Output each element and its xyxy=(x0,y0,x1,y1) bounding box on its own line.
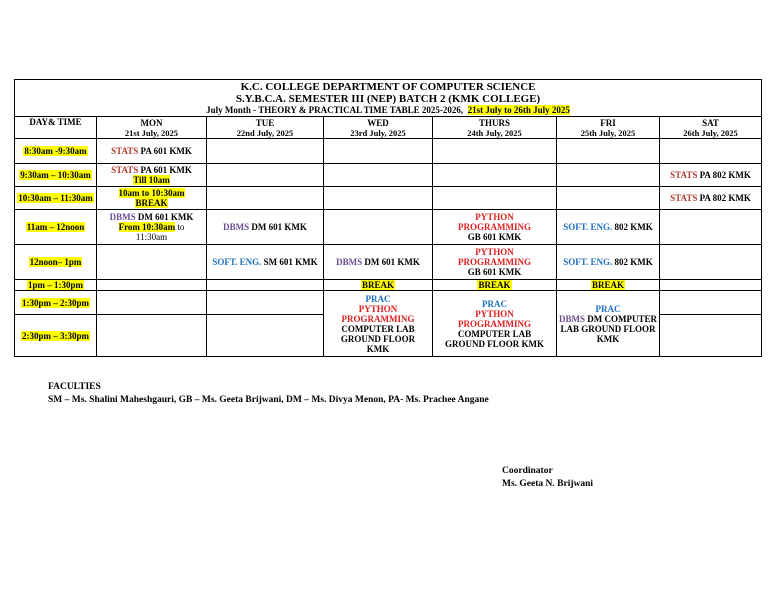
class-cell: SOFT. ENG. 802 KMK xyxy=(557,245,660,280)
break-cell: 10am to 10:30am BREAK xyxy=(97,187,207,210)
lab-cell: PRAC PYTHON PROGRAMMING COMPUTER LAB GROUND FLOOR KMK xyxy=(433,291,557,357)
day-header-fri: FRI 25th July, 2025 xyxy=(557,117,660,139)
coordinator-title: Coordinator xyxy=(502,466,553,476)
table-row xyxy=(15,187,762,210)
break-cell: BREAK xyxy=(557,280,660,291)
day-header-sat: SAT 26th July, 2025 xyxy=(660,117,762,139)
batch-title: S.Y.B.C.A. SEMESTER III (NEP) BATCH 2 (KMK COLLEGE) xyxy=(235,93,541,105)
day-header-tue: TUE 22nd July, 2025 xyxy=(207,117,324,139)
time-cell: 1pm – 1:30pm xyxy=(15,280,97,291)
break-cell: BREAK xyxy=(433,280,557,291)
time-cell: 10:30am – 11:30am xyxy=(15,187,97,210)
faculties-title: FACULTIES xyxy=(48,382,101,392)
timetable-subtitle: July Month - THEORY & PRACTICAL TIME TABLE 2025-2026, 21st July to 26th July 2025 xyxy=(206,105,570,115)
day-header-mon: MON 21st July, 2025 xyxy=(97,117,207,139)
table-row xyxy=(15,280,762,291)
table-row xyxy=(15,210,762,245)
class-cell: STATS PA 802 KMK xyxy=(660,187,762,210)
class-cell: STATS PA 802 KMK xyxy=(660,164,762,187)
day-header-thurs: THURS 24th July, 2025 xyxy=(433,117,557,139)
class-cell: DBMS DM 601 KMK xyxy=(324,245,433,280)
time-cell: 12noon– 1pm xyxy=(15,245,97,280)
timetable-sheet xyxy=(14,79,761,357)
table-row xyxy=(15,245,762,280)
table-row xyxy=(15,139,762,164)
break-cell: BREAK xyxy=(324,280,433,291)
class-cell: DBMS DM 601 KMK From 10:30am to 11:30am xyxy=(97,210,207,245)
college-title: K.C. COLLEGE DEPARTMENT OF COMPUTER SCIENCE xyxy=(240,81,536,93)
time-cell: 2:30pm – 3:30pm xyxy=(15,315,97,357)
faculties-list: SM – Ms. Shalini Maheshgauri, GB – Ms. Geeta Brijwani, DM – Ms. Divya Menon, PA- Ms. Prachee Angane xyxy=(48,395,489,405)
time-cell: 1:30pm – 2:30pm xyxy=(15,291,97,315)
lab-cell: PRAC DBMS DM COMPUTER LAB GROUND FLOOR KMK xyxy=(557,291,660,357)
timetable xyxy=(14,79,762,357)
class-cell: STATS PA 601 KMK xyxy=(97,139,207,164)
class-cell: DBMS DM 601 KMK xyxy=(207,210,324,245)
class-cell: PYTHON PROGRAMMING GB 601 KMK xyxy=(433,210,557,245)
date-range: 21st July to 26th July 2025 xyxy=(467,105,570,115)
coordinator-name: Ms. Geeta N. Brijwani xyxy=(502,479,594,489)
time-cell: 11am – 12noon xyxy=(15,210,97,245)
time-cell: 9:30am – 10:30am xyxy=(15,164,97,187)
class-cell: SOFT. ENG. SM 601 KMK xyxy=(207,245,324,280)
day-header-wed: WED 23rd July, 2025 xyxy=(324,117,433,139)
title-cell xyxy=(15,80,762,117)
class-cell: SOFT. ENG. 802 KMK xyxy=(557,210,660,245)
title-row xyxy=(15,80,762,117)
table-row xyxy=(15,164,762,187)
corner-header: DAY& TIME xyxy=(15,117,97,139)
class-cell: STATS PA 601 KMK Till 10am xyxy=(97,164,207,187)
header-row xyxy=(15,117,762,139)
class-cell: PYTHON PROGRAMMING GB 601 KMK xyxy=(433,245,557,280)
lab-cell: PRAC PYTHON PROGRAMMING COMPUTER LAB GROUND FLOOR KMK xyxy=(324,291,433,357)
table-row xyxy=(15,291,762,315)
time-cell: 8:30am -9:30am xyxy=(15,139,97,164)
